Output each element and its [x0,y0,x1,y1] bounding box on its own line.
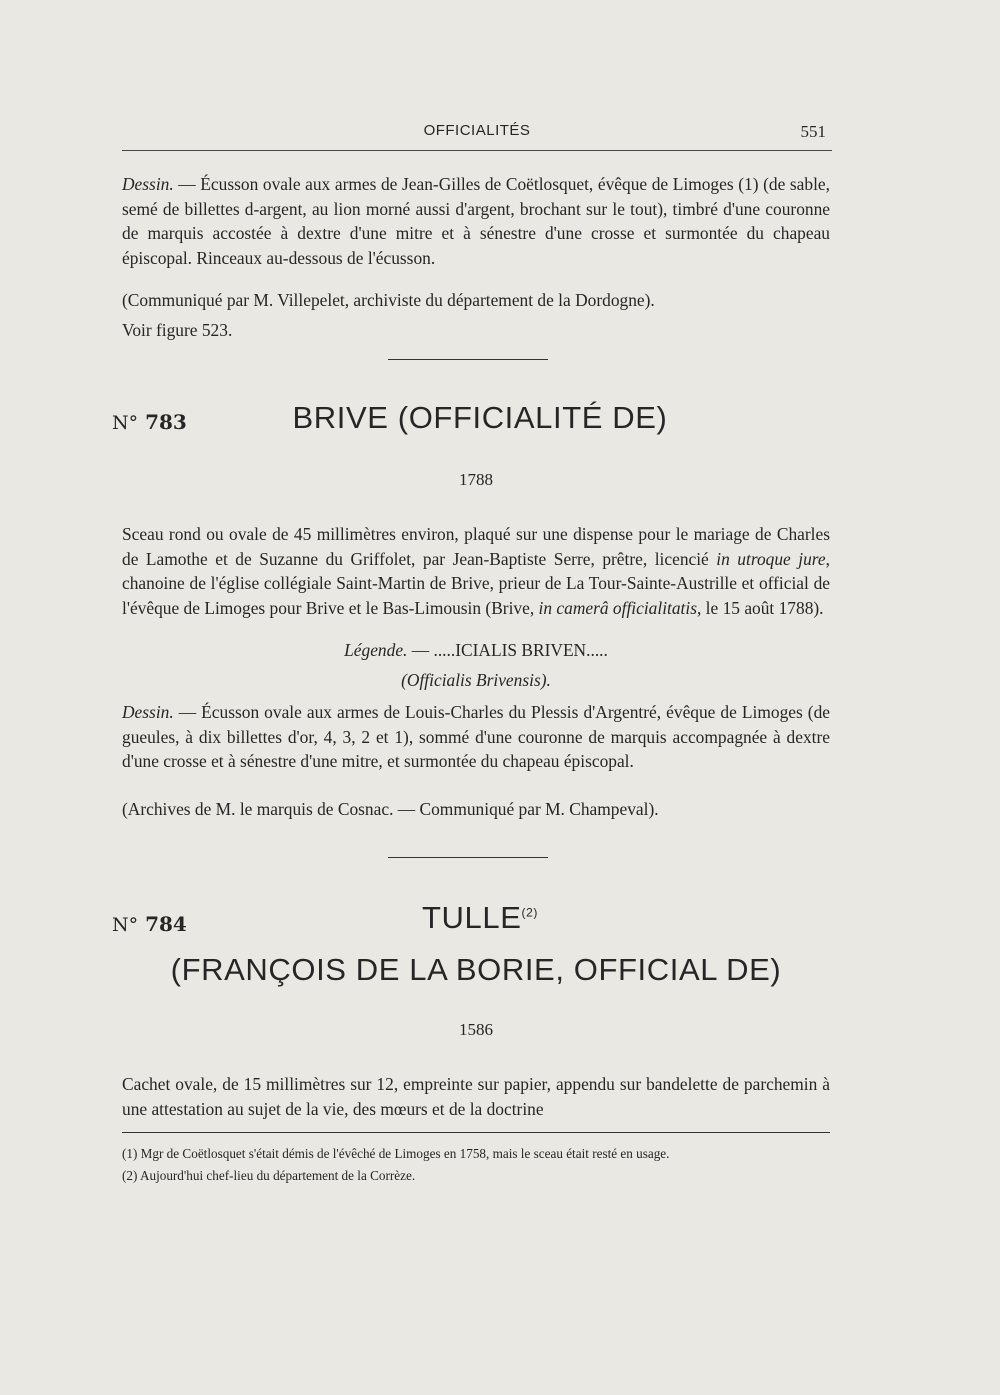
section-divider [388,359,548,360]
entry-number-784: N° 784 [112,912,187,936]
page-number: 551 [800,122,826,141]
entry-title-784: TULLE$^{(2)}$ [422,900,538,935]
entry-year-783: 1788 [459,470,493,489]
prev-communique: (Communiqué par M. Villepelet, archiviste du département de la Dordogne). [122,290,655,310]
entry-783-dessin: Dessin. — Écusson ovale aux armes de Louis-Charles du Plessis d'Argentré, évêque de Limoges (de gueules, à dix billettes d'or, 4, 3, 2 et 1), sommé d'une couronne de marquis accompagnée à dextre d'une crosse et à sénestre d'une mitre, et surmontée du chapeau épiscopal. [122,702,830,771]
footnote-ref: (2) [521,905,538,920]
entry-784-description: Cachet ovale, de 15 millimètres sur 12, empreinte sur papier, appendu sur bandelette de parchemin à une attestation au sujet de la vie, des mœurs et de la doctrine [122,1074,830,1119]
entry-number-783: N° 783 [112,410,187,434]
prev-figure-ref: Voir figure 523. [122,320,233,340]
legende-translation: (Officialis Brivensis). [401,670,551,690]
prev-dessin-paragraph [122,172,830,270]
entry-783-source: (Archives de M. le marquis de Cosnac. — Communiqué par M. Champeval). [122,799,659,819]
section-divider [388,857,548,858]
footnote-1: (1) Mgr de Coëtlosquet s'était démis de l'évêché de Limoges en 1758, mais le sceau était resté en usage. [122,1146,670,1161]
running-title: OFFICIALITÉS [423,122,531,139]
entry-783-description: Sceau rond ou ovale de 45 millimètres environ, plaqué sur une dispense pour le mariage de Charles de Lamothe et de Suzanne du Griffolet, par Jean-Baptiste Serre, prêtre, licencié in utroque jure, chanoine de l'église collégiale Saint-Martin de Brive, prieur de La Tour-Sainte-Austrille et official de l'évêque de Limoges pour Brive et le Bas-Limousin (Brive, in camerâ officialitatis, le 15 août 1788). [122,524,830,618]
entry-title-783: BRIVE (OFFICIALITÉ DE) [292,400,668,435]
footnote-2: (2) Aujourd'hui chef-lieu du département de la Corrèze. [122,1168,416,1183]
entry-year-784: 1586 [459,1020,493,1039]
legende-line: Légende. — .....ICIALIS BRIVEN..... [344,640,608,660]
page-header [122,118,832,151]
footnote-rule [122,1132,830,1133]
entry-subtitle-784: (FRANÇOIS DE LA BORIE, OFFICIAL DE) [170,952,782,987]
dessin-text: — Écusson ovale aux armes de Jean-Gilles de Coëtlosquet, évêque de Limoges (1) (de sable, semé de billettes d-argent, au lion morné aussi d'argent, brochant sur le tout), timbré d'une couronne de marquis accostée à dextre d'une mitre et à sénestre d'une crosse et surmontée du chapeau épiscopal. Rinceaux au-dessous de l'écusson. [122,174,830,268]
dessin-label: Dessin. [122,174,174,194]
